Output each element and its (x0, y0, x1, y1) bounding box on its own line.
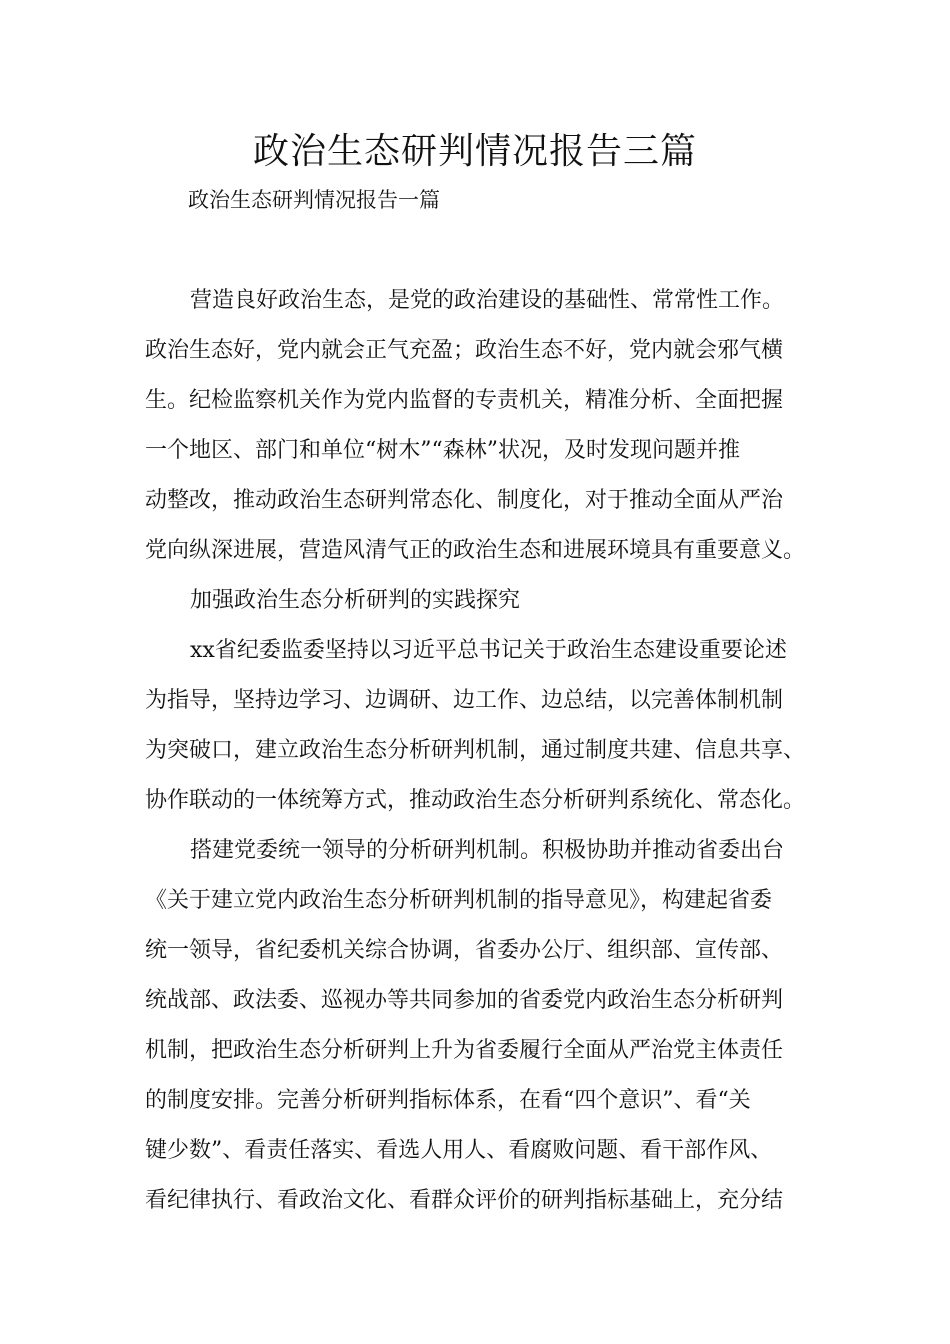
body-line: 统一领导，省纪委机关综合协调，省委办公厅、组织部、宣传部、 (145, 938, 784, 963)
body-line: 动整改，推动政治生态研判常态化、制度化，对于推动全面从严治 (145, 488, 784, 513)
body-line: 的制度安排。完善分析研判指标体系，在看“四个意识”、看“关 (145, 1088, 751, 1113)
document-subtitle: 政治生态研判情况报告一篇 (188, 188, 440, 212)
body-line: 统战部、政法委、巡视办等共同参加的省委党内政治生态分析研判 (145, 988, 784, 1013)
body-line: 搭建党委统一领导的分析研判机制。积极协助并推动省委出台 (190, 838, 785, 863)
body-line: 政治生态好，党内就会正气充盈；政治生态不好，党内就会邪气横 (145, 338, 784, 363)
body-line: 为指导，坚持边学习、边调研、边工作、边总结，以完善体制机制 (145, 688, 784, 713)
document-title: 政治生态研判情况报告三篇 (252, 131, 697, 172)
body-line: 为突破口，建立政治生态分析研判机制，通过制度共建、信息共享、 (145, 738, 806, 763)
body-line: 协作联动的一体统筹方式，推动政治生态分析研判系统化、常态化。 (145, 788, 806, 813)
body-line: 生。纪检监察机关作为党内监督的专责机关，精准分析、全面把握 (145, 388, 784, 413)
body-line: xx省纪委监委坚持以习近平总书记关于政治生态建设重要论述 (190, 638, 787, 663)
body-line: 机制，把政治生态分析研判上升为省委履行全面从严治党主体责任 (145, 1038, 784, 1063)
body-line: 党向纵深进展，营造风清气正的政治生态和进展环境具有重要意义。 (145, 538, 806, 563)
body-line: 看纪律执行、看政治文化、看群众评价的研判指标基础上，充分结 (145, 1188, 784, 1213)
body-line: 一个地区、部门和单位“树木”“森林”状况，及时发现问题并推 (145, 438, 740, 463)
body-line: 《关于建立党内政治生态分析研判机制的指导意见》，构建起省委 (145, 888, 773, 913)
body-line: 键少数”、看责任落实、看选人用人、看腐败问题、看干部作风、 (145, 1138, 773, 1163)
section-heading: 加强政治生态分析研判的实践探究 (190, 588, 521, 613)
body-line: 营造良好政治生态，是党的政治建设的基础性、常常性工作。 (190, 288, 785, 313)
